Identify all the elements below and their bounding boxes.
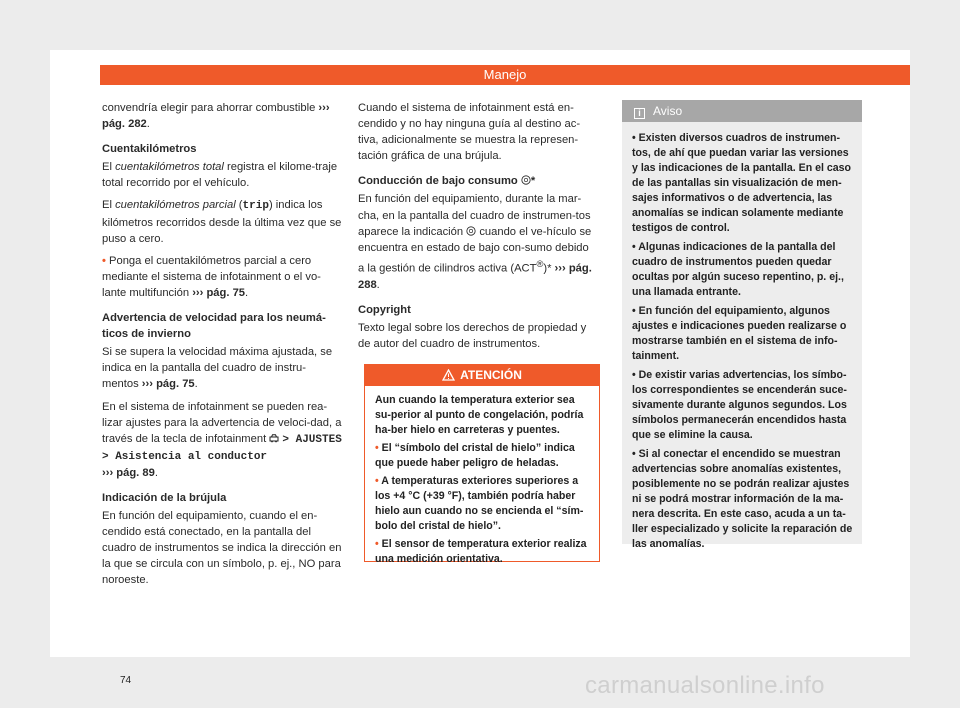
settings-menu-path: > AJUSTES > Asistencia al conductor: [102, 433, 342, 463]
page-reference-link[interactable]: ››› pág. 89: [102, 466, 155, 479]
info-icon: i: [634, 108, 645, 119]
notice-item: • Algunas indicaciones de la pantalla del cuadro de instrumentos pueden quedar ocultas por algún suceso repentino, p. ej., una llamada entrante.: [632, 241, 844, 298]
warning-item: • A temperaturas exteriores superiores a los +4 °C (+39 °F), también podría haber hielo aun cuando no se encienda el “sím-bolo del cristal de hielo”.: [375, 475, 584, 532]
paragraph: convendría elegir para ahorrar combustible ››› pág. 282.: [102, 102, 330, 131]
heading-copyright: Copyright: [358, 303, 411, 316]
paragraph: En función del equipamiento, durante la mar-cha, en la pantalla del cuadro de instrumen-tos aparece la indicación cuando el ve-hículo se encuentra en estado de bajo con-sumo debido a la gestión de cilindros activa (ACT®)* ››› pág. 288.: [358, 193, 592, 291]
paragraph: En función del equipamiento, cuando el en-cendido está conectado, en la pantalla del cuadro de instrumentos se indica la dirección en la que se circula con un símbolo, p. ej., NO para noroeste.: [102, 510, 342, 587]
text: convendría elegir para ahorrar combustible: [102, 102, 316, 114]
paragraph: Cuando el sistema de infotainment está en-cendido y no hay ninguna guía al destino ac-tiva, adicionalmente se muestra la represen-tación gráfica de una brújula.: [358, 102, 581, 163]
heading-cuentakilometros: Cuentakilómetros: [102, 143, 197, 156]
notice-body: [622, 122, 862, 552]
car-settings-icon: [269, 433, 279, 443]
paragraph: Si se supera la velocidad máxima ajustada, se indica en la pantalla del cuadro de instru-mentos ››› pág. 75.: [102, 346, 333, 391]
heading-winter-tyres: Advertencia de velocidad para los neumá-ticos de invierno: [102, 312, 326, 341]
page-reference-link[interactable]: ››› pág. 75: [192, 286, 246, 299]
bullet-item: • Ponga el cuentakilómetros parcial a cero mediante el sistema de infotainment o el vo-lante multifunción ››› pág. 75.: [102, 254, 321, 299]
warning-item: • El “símbolo del cristal de hielo” indica que puede haber peligro de heladas.: [375, 442, 575, 469]
watermark-text: carmanualsonline.info: [585, 672, 825, 699]
warning-item: • El sensor de temperatura exterior realiza una medición orientativa.: [375, 538, 587, 565]
notice-box: [622, 100, 862, 550]
bullet-dot-icon: •: [375, 442, 379, 454]
warning-header: ATENCIÓN: [365, 365, 599, 386]
eco-mode-icon: [466, 226, 476, 236]
notice-item: • Existen diversos cuadros de instrumen-tos, de ahí que puedan variar las versiones y las indicaciones de la pantalla. En el caso de las pantallas sin visualización de men-sajes informativos o de advertencia, las anomalías se indican solamente mediante testigos de control.: [632, 132, 852, 234]
paragraph: El cuentakilómetros total registra el kilome-traje total recorrido por el vehículo.: [102, 161, 338, 190]
heading-eco-driving: Conducción de bajo consumo *: [358, 175, 536, 188]
text-column-2: [358, 100, 598, 358]
trip-key-label: trip: [242, 200, 269, 213]
warning-box: [364, 364, 600, 565]
page-number: 74: [120, 675, 132, 686]
emphasis: cuentakilómetros total: [115, 161, 224, 174]
heading-compass: Indicación de la brújula: [102, 491, 227, 504]
warning-triangle-icon: [442, 369, 455, 381]
text-column-1: [102, 100, 342, 595]
page-reference-link[interactable]: ››› pág. 75: [141, 378, 195, 391]
paragraph: En el sistema de infotainment se pueden rea-lizar ajustes para la advertencia de veloci-dad, a través de la tecla de infotainment > AJUSTES > Asistencia al conductor ››› pág. 89.: [102, 400, 342, 479]
bullet-dot-icon: •: [375, 538, 379, 550]
paragraph: El cuentakilómetros parcial (trip) indica los kilómetros recorridos desde la última vez que se puso a cero.: [102, 199, 342, 245]
emphasis: cuentakilómetros parcial: [115, 199, 236, 212]
page-reference-link[interactable]: ››› pág. 282: [102, 102, 330, 131]
notice-item: • Si al conectar el encendido se muestran advertencias sobre anomalías existentes, posiblemente no se podrán realizar ajustes ni se podrá mostrar información de la ma-nera descrita. En este caso, acuda a un ta-ller especializado y solicite la reparación de las anomalías.: [632, 448, 853, 550]
bullet-dot-icon: •: [375, 475, 379, 487]
page-reference-link[interactable]: ››› pág. 288: [358, 262, 592, 291]
notice-header: i Aviso: [622, 100, 862, 122]
eco-mode-icon: [521, 175, 531, 185]
notice-item: • De existir varias advertencias, los símbo-los correspondientes se encenderán suce-sivamente durante algunos segundos. Los símbolos permanecerán encendidos hasta que se elimine la causa.: [632, 369, 847, 441]
bullet-dot-icon: •: [102, 254, 106, 267]
paragraph: Texto legal sobre los derechos de propiedad y de autor del cuadro de instrumentos.: [358, 321, 587, 350]
warning-body: [365, 386, 599, 567]
notice-item: • En función del equipamiento, algunos ajustes e indicaciones pueden realizarse o mostrarse también en el sistema de info-tainment.: [632, 305, 847, 362]
warning-intro: Aun cuando la temperatura exterior sea su-perior al punto de congelación, podría ha-ber hielo en carreteras y puentes.: [375, 394, 584, 436]
section-header: Manejo: [100, 65, 910, 85]
